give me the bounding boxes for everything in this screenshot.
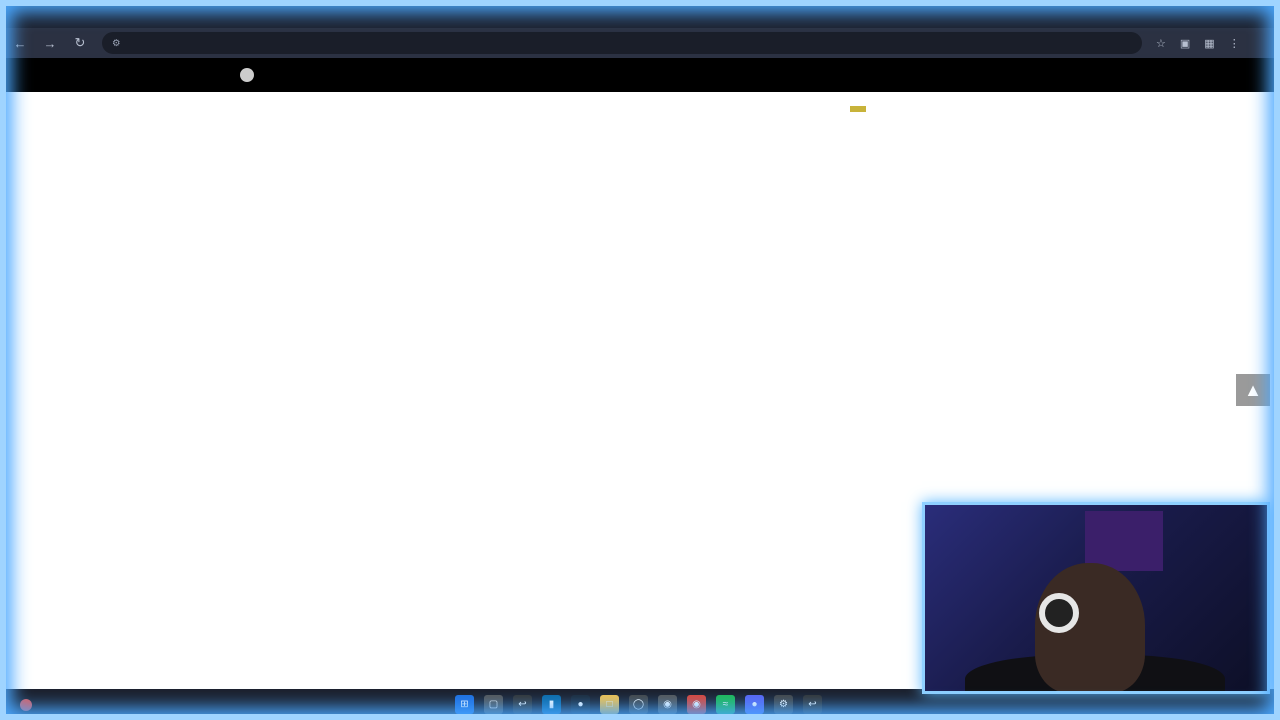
windows-start-icon[interactable]: ⊞	[455, 695, 474, 714]
steam-icon[interactable]: ●	[571, 695, 590, 714]
taskbar-apps	[455, 695, 822, 714]
spotify-icon[interactable]: ≈	[716, 695, 735, 714]
tab-ultimas[interactable]	[850, 106, 866, 112]
app-icon[interactable]: ⚙	[774, 695, 793, 714]
browser-tab-strip	[0, 0, 1280, 28]
folder-icon[interactable]: □	[600, 695, 619, 714]
sidebar	[822, 92, 1042, 124]
webcam-overlay	[922, 502, 1270, 694]
app-icon[interactable]: ◯	[629, 695, 648, 714]
browser-toolbar	[0, 28, 1280, 58]
app-icon[interactable]: ↩	[513, 695, 532, 714]
app-icon[interactable]: ▮	[542, 695, 561, 714]
arrow-left-icon[interactable]: ←	[13, 35, 27, 51]
poster	[1085, 511, 1163, 571]
lock-icon[interactable]: ◉	[658, 695, 677, 714]
headphones-icon	[1039, 593, 1079, 633]
weather-widget[interactable]	[0, 699, 420, 711]
site-header	[0, 58, 1280, 92]
sidebar-tabs	[850, 106, 1042, 112]
arrow-right-icon[interactable]: →	[43, 35, 57, 51]
task-view-icon[interactable]: ▢	[484, 695, 503, 714]
weather-icon	[20, 699, 32, 711]
puzzle-icon[interactable]: ▦	[1204, 37, 1215, 50]
star-icon[interactable]: ☆	[1156, 37, 1166, 50]
site-logo[interactable]	[240, 68, 257, 82]
discord-icon[interactable]: ●	[745, 695, 764, 714]
article-body	[289, 92, 789, 105]
app-icon[interactable]: ↩	[803, 695, 822, 714]
site-info-icon[interactable]: ⚙	[112, 37, 121, 49]
logo-icon	[240, 68, 254, 82]
reload-icon[interactable]: ↻	[74, 35, 86, 50]
scroll-to-top-button[interactable]	[1236, 374, 1270, 406]
address-bar[interactable]	[102, 32, 1142, 54]
arrow-up-icon: ▲	[1244, 379, 1262, 400]
extension-icon[interactable]: ▣	[1179, 37, 1191, 50]
chrome-icon[interactable]: ◉	[687, 695, 706, 714]
menu-icon[interactable]: ⋮	[1228, 37, 1240, 50]
